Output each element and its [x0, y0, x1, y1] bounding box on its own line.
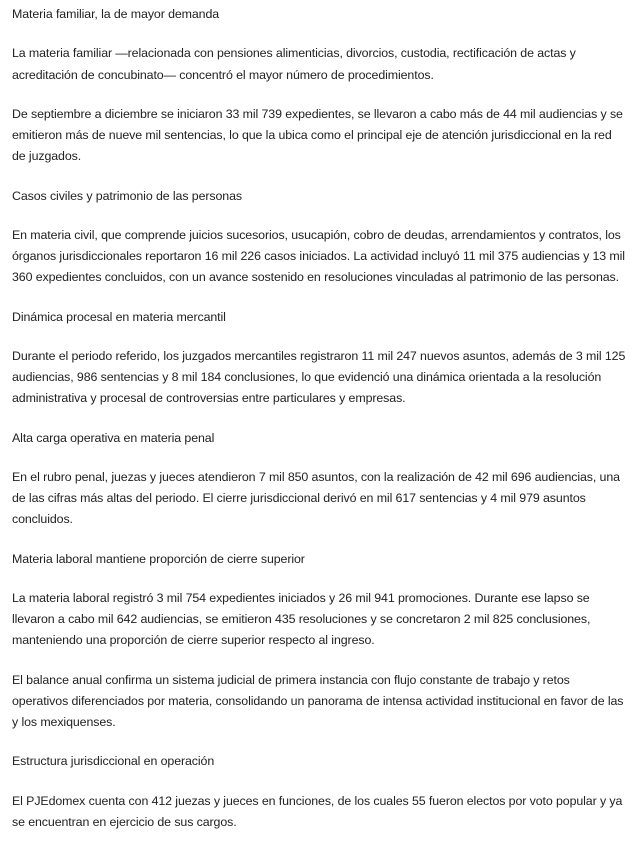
section-heading-penal: Alta carga operativa en materia penal	[12, 430, 215, 445]
paragraph-mercantil: Durante el periodo referido, los juzgados mercantiles registraron 11 mil 247 nuevos asuntos, además de 3 mil 125 audiencias, 986 sentencias y 8 mil 184 conclusiones, lo que evidenció una dinámica orientada a la resolución administrativa y procesal de controversias entre particulares y empresas.	[12, 348, 626, 406]
paragraph-estructura: El PJEdomex cuenta con 412 juezas y jueces en funciones, de los cuales 55 fueron electos por voto popular y ya se encuentran en ejercicio de sus cargos.	[12, 793, 623, 829]
paragraph-familiar-intro: La materia familiar —relacionada con pensiones alimenticias, divorcios, custodia, rectificación de actas y acreditación de concubinato— concentró el mayor número de procedimientos.	[12, 46, 576, 82]
paragraph-familiar-stats: De septiembre a diciembre se iniciaron 33 mil 739 expedientes, se llevaron a cabo más de 44 mil audiencias y se emitieron más de nueve mil sentencias, lo que la ubica como el principal eje de atención jurisdiccional en la red de juzgados.	[12, 106, 623, 164]
section-heading-familiar: Materia familiar, la de mayor demanda	[12, 7, 220, 21]
section-heading-laboral: Materia laboral mantiene proporción de cierre superior	[12, 551, 305, 566]
section-heading-civil: Casos civiles y patrimonio de las personas	[12, 188, 242, 203]
paragraph-penal: En el rubro penal, juezas y jueces atendieron 7 mil 850 asuntos, con la realización de 42 mil 696 audiencias, una de las cifras más altas del periodo. El cierre jurisdiccional derivó en mil 617 sentencias y 4 mil 979 asuntos concluidos.	[12, 469, 620, 527]
paragraph-civil: En materia civil, que comprende juicios sucesorios, usucapión, cobro de deudas, arrendamientos y contratos, los órganos jurisdiccionales reportaron 16 mil 226 casos iniciados. La actividad incluyó 11 mil 375 audiencias y 13 mil 360 expedientes concluidos, con un avance sostenido en resoluciones vinculadas al patrimonio de las personas.	[12, 227, 625, 285]
paragraph-laboral: La materia laboral registró 3 mil 754 expedientes iniciados y 26 mil 941 promociones. Durante ese lapso se llevaron a cabo mil 642 audiencias, se emitieron 435 resoluciones y se concretaron 2 mil 825 conclusiones, manteniendo una proporción de cierre superior respecto al ingreso.	[12, 590, 591, 648]
paragraph-balance-anual: El balance anual confirma un sistema judicial de primera instancia con flujo constante de trabajo y retos operativos diferenciados por materia, consolidando un panorama de intensa actividad institucional en favor de las y los mexiquenses.	[12, 672, 624, 730]
section-heading-estructura: Estructura jurisdiccional en operación	[12, 754, 215, 769]
section-heading-mercantil: Dinámica procesal en materia mercantil	[12, 309, 226, 324]
